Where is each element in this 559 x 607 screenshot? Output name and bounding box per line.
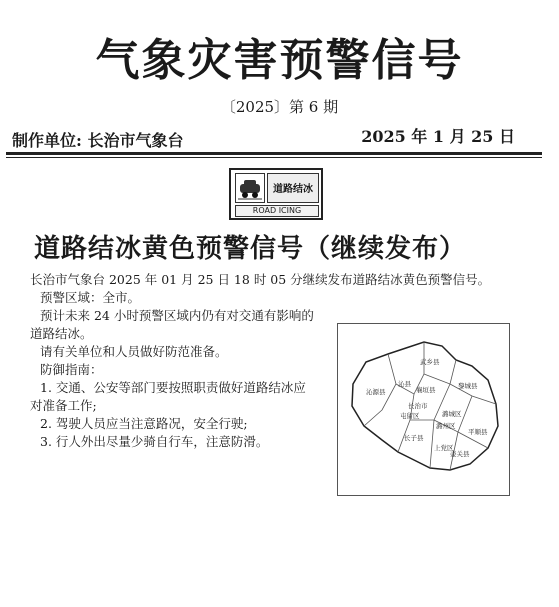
car-icon (235, 173, 265, 203)
alert-paragraph: 长治市气象台 2025 年 01 月 25 日 18 时 05 分继续发布道路结冰黄色预警信号。 (30, 272, 491, 287)
map-region-label: 沁县 (398, 380, 411, 388)
issuing-unit: 制作单位: 长治市气象台 (12, 131, 184, 150)
document-title: 气象灾害预警信号 (95, 35, 464, 86)
warning-area-map (337, 323, 510, 496)
map-region-label: 长子县 (404, 434, 424, 442)
map-region-label: 壶关县 (450, 450, 470, 458)
map-region-label: 屯留区 (400, 412, 420, 420)
map-region-label: 武乡县 (420, 358, 440, 366)
map-region-label: 长治市 (408, 402, 428, 410)
issue-date: 2025 年 1 月 25 日 (361, 127, 515, 146)
alert-paragraph: 2. 驾驶人员应当注意路况，安全行驶; (40, 416, 248, 431)
alert-paragraph: 防御指南： (40, 362, 103, 377)
alert-paragraph: 1. 交通、公安等部门要按照职责做好道路结冰应 (40, 380, 306, 395)
alert-paragraph: 对准备工作; (30, 398, 97, 413)
map-region-label: 潞州区 (436, 422, 456, 430)
map-region-label: 襄垣县 (416, 386, 436, 394)
map-region-label: 上党区 (434, 444, 454, 452)
alert-paragraph: 道路结冰。 (30, 326, 93, 341)
alert-paragraph: 请有关单位和人员做好防范准备。 (40, 344, 228, 359)
map-region-label: 平顺县 (468, 428, 488, 436)
signal-label-panel (267, 173, 319, 203)
header-rule-thin (6, 157, 542, 158)
alert-paragraph: 预警区域：全市。 (40, 290, 141, 305)
alert-paragraph: 3. 行人外出尽量少骑自行车，注意防滑。 (40, 434, 269, 449)
issue-number: 〔2025〕第 6 期 (220, 98, 339, 116)
map-region-label: 黎城县 (458, 382, 478, 390)
alert-title: 道路结冰黄色预警信号（继续发布） (34, 234, 467, 264)
map-region-label: 潞城区 (442, 410, 462, 418)
alert-paragraph: 预计未来 24 小时预警区域内仍有对交通有影响的 (40, 308, 314, 323)
signal-label-text: 道路结冰 (273, 184, 313, 195)
map-region-label: 沁源县 (366, 388, 386, 396)
signal-footer-text: ROAD ICING (235, 205, 319, 217)
road-icing-signal-icon (229, 168, 323, 220)
header-rule-thick (6, 152, 542, 155)
